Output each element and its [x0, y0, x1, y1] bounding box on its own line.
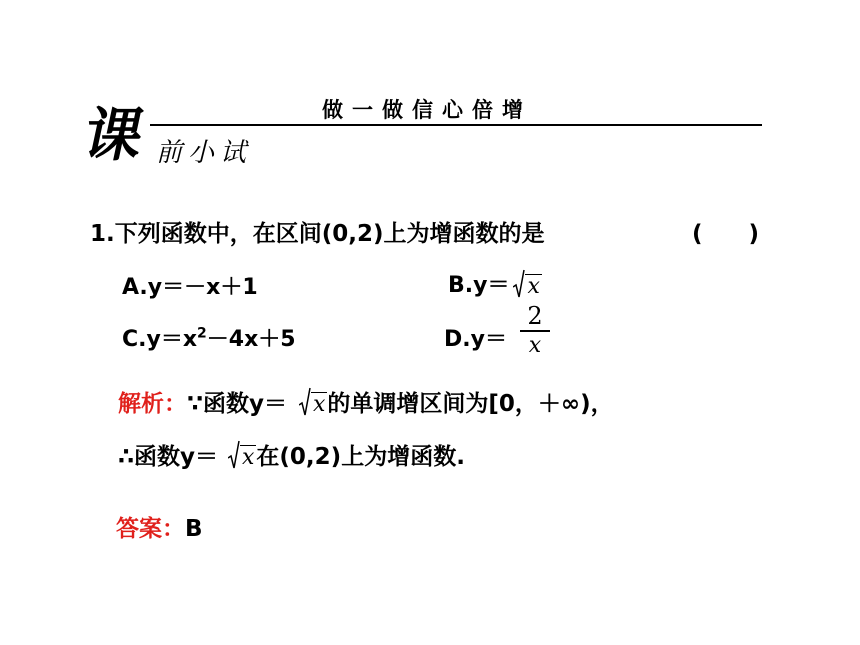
option-c-prefix: C.y＝x [122, 327, 198, 352]
header-big-char: 课 [77, 101, 149, 169]
sqrt-symbol [513, 269, 541, 299]
analysis-line-2-a: ∴函数y＝ [118, 444, 218, 470]
answer-value: B [185, 516, 203, 542]
answer-label: 答案： [116, 516, 185, 542]
question-stem: 1.下列函数中，在区间(0,2)上为增函数的是 [90, 221, 545, 247]
option-a: A.y＝－x＋1 [122, 275, 258, 300]
analysis-line-2 [118, 438, 465, 471]
option-b [448, 268, 542, 299]
analysis-line-1-a: ∵函数y＝ [187, 391, 287, 417]
analysis-line-1 [118, 385, 614, 418]
option-d-prefix: D.y＝ [444, 327, 507, 352]
answer-line [116, 510, 203, 543]
option-c-suffix: －4x＋5 [206, 327, 296, 352]
fraction-numerator: 2 [527, 302, 543, 330]
option-c [122, 322, 296, 353]
sqrt-radicand: x [527, 273, 540, 299]
sqrt-symbol [299, 387, 327, 417]
fraction-denominator: x [528, 332, 542, 358]
analysis-line-2-b: 在(0,2)上为增函数. [256, 444, 465, 470]
analysis-label: 解析： [118, 391, 187, 417]
analysis-line-1-b: 的单调增区间为[0，＋∞)， [327, 391, 614, 417]
answer-paren: ( ) [692, 221, 760, 247]
sqrt-symbol [228, 440, 256, 470]
option-c-exponent: 2 [197, 325, 207, 342]
header-small-chars: 前小试 [156, 138, 253, 168]
option-d-fraction [520, 302, 550, 360]
header-rule [150, 124, 762, 126]
header-slogan: 做一做信心倍增 [322, 97, 532, 122]
option-b-prefix: B.y＝ [448, 273, 510, 298]
sqrt-radicand: x [242, 444, 255, 470]
sqrt-radicand: x [313, 391, 326, 417]
